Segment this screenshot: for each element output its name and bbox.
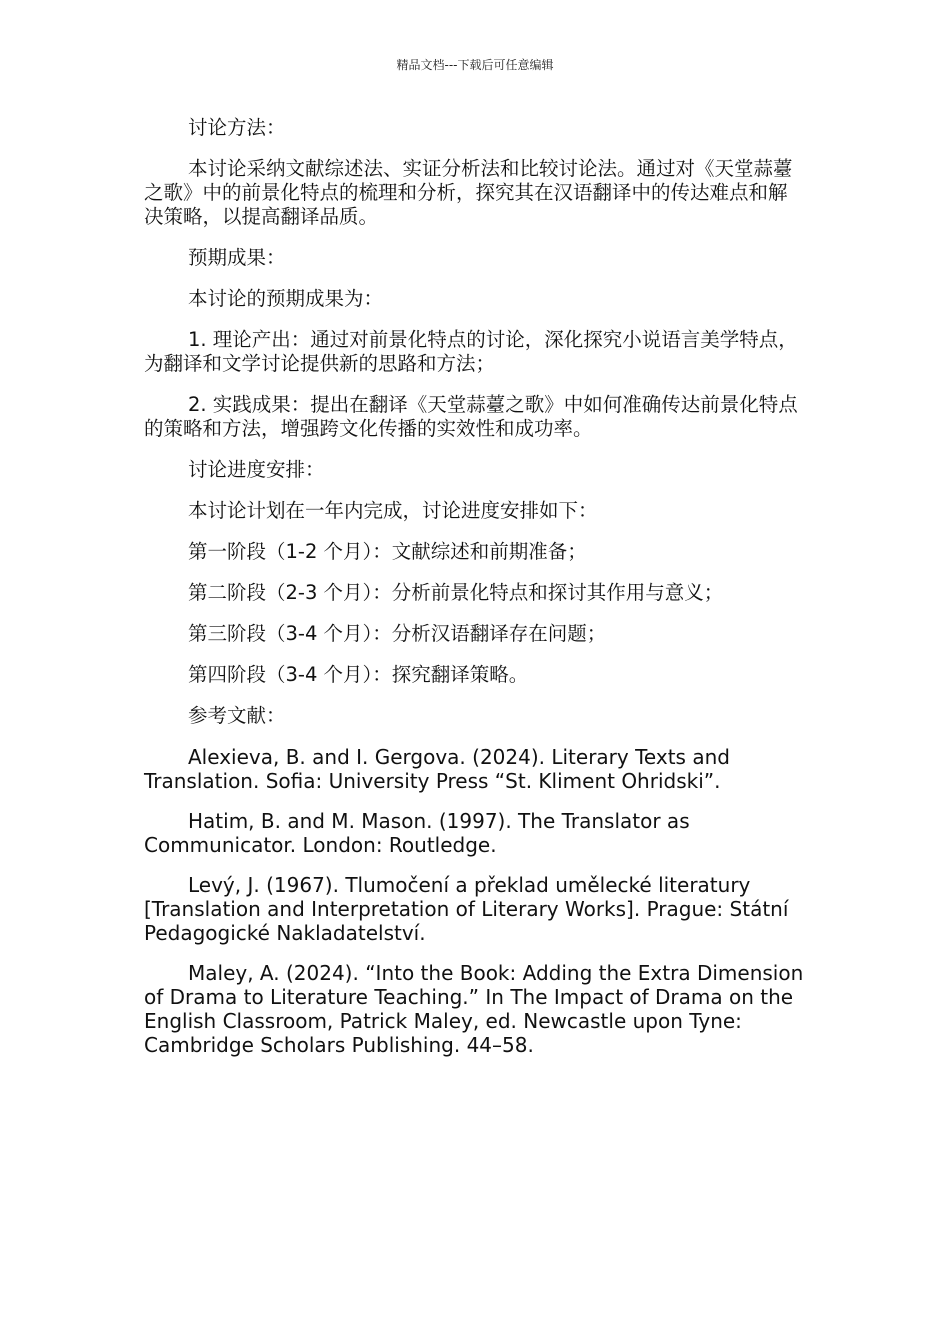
schedule-stage-1: 第一阶段（1-2 个月）：文献综述和前期准备； (188, 540, 587, 563)
schedule-stage-2: 第二阶段（2-3 个月）：分析前景化特点和探讨其作用与意义； (188, 581, 724, 604)
schedule-stage-3: 第三阶段（3-4 个月）：分析汉语翻译存在问题； (188, 622, 607, 645)
methods-paragraph: 本讨论采纳文献综述法、实证分析法和比较讨论法。通过对《天堂蒜薹之歌》中的前景化特点的梳理和分析，探究其在汉语翻译中的传达难点和解决策略，以提高翻译品质。 (144, 157, 793, 228)
section-heading-methods: 讨论方法： (188, 116, 286, 139)
schedule-stage-4: 第四阶段（3-4 个月）：探究翻译策略。 (188, 663, 529, 686)
page-header: 精品文档---下载后可任意编辑 (396, 58, 554, 72)
schedule-intro: 本讨论计划在一年内完成，讨论进度安排如下： (188, 499, 598, 522)
section-heading-references: 参考文献： (188, 704, 286, 727)
reference-item: Maley, A. (2024). “Into the Book: Adding the Extra Dimension of Drama to Literature Teaching.” In The Impact of Drama on the English Classroom, Patrick Maley, ed. Newcastle upon Tyne: Cambridge Scholars Publishing. 44–58. (144, 961, 804, 1057)
section-heading-outcomes: 预期成果： (188, 246, 286, 269)
outcome-item-theory: 1. 理论产出：通过对前景化特点的讨论，深化探究小说语言美学特点，为翻译和文学讨论提供新的思路和方法； (144, 328, 798, 375)
reference-item: Alexieva, B. and I. Gergova. (2024). Literary Texts and Translation. Sofia: University Press “St. Kliment Ohridski”. (144, 745, 730, 793)
section-heading-schedule: 讨论进度安排： (188, 458, 325, 481)
reference-item: Hatim, B. and M. Mason. (1997). The Translator as Communicator. London: Routledge. (144, 809, 690, 857)
document-body (144, 116, 804, 1073)
outcome-item-practice: 2. 实践成果：提出在翻译《天堂蒜薹之歌》中如何准确传达前景化特点的策略和方法，增强跨文化传播的实效性和成功率。 (144, 393, 798, 440)
outcomes-intro: 本讨论的预期成果为： (188, 287, 384, 310)
reference-item: Levý, J. (1967). Tlumočení a překlad umělecké literatury [Translation and Interpretation of Literary Works]. Prague: Státní Pedagogické Nakladatelství. (144, 873, 789, 945)
